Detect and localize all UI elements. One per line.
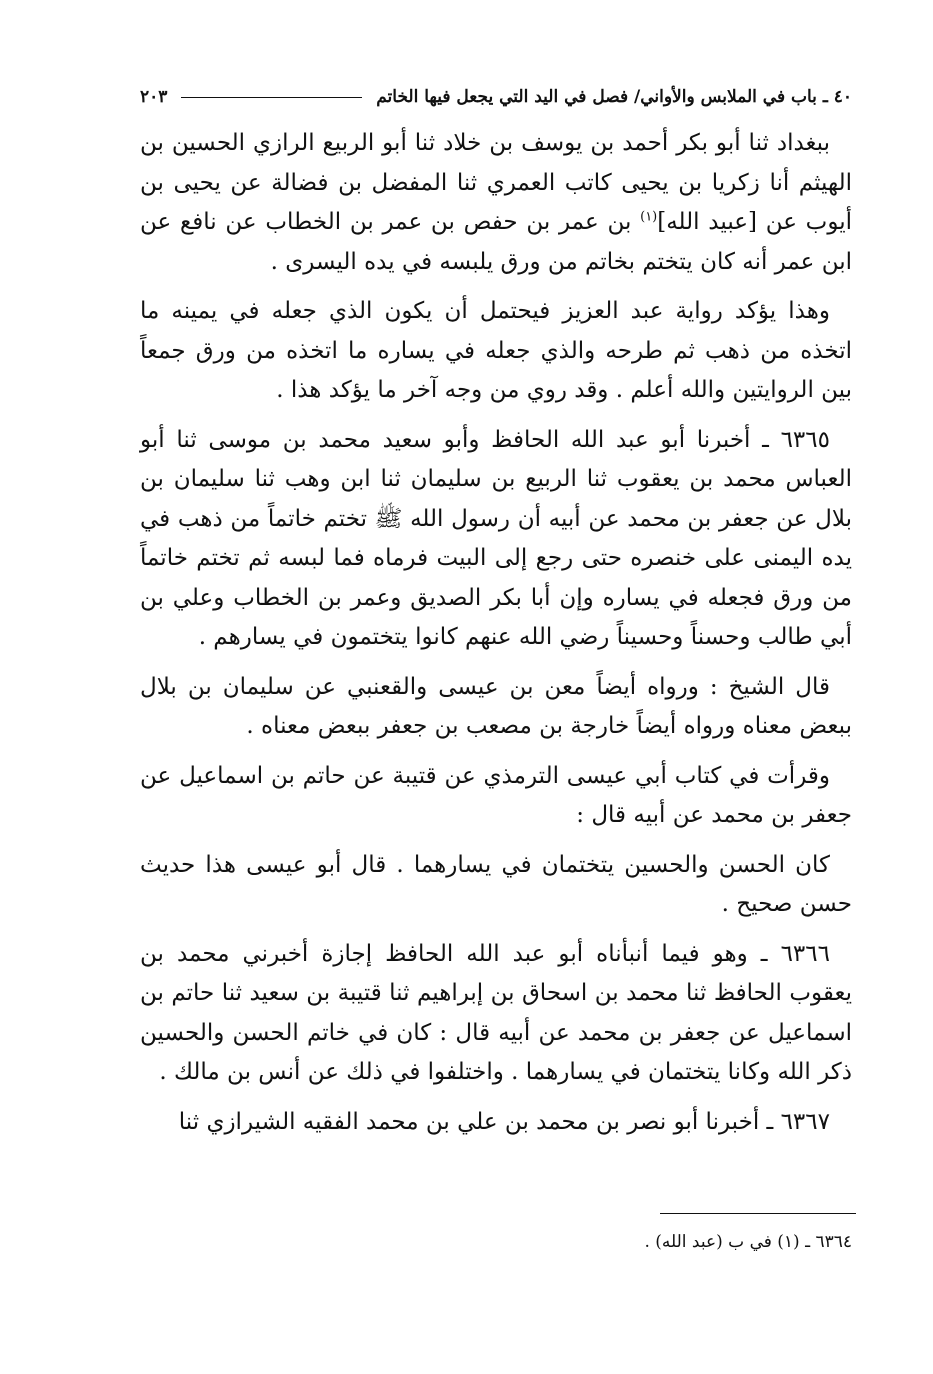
hadith-6367: ٦٣٦٧ ـ أخبرنا أبو نصر بن محمد بن علي بن محمد الفقيه الشيرازي ثنا bbox=[178, 1108, 830, 1135]
footnote-reference[interactable]: (١) bbox=[640, 209, 658, 225]
paragraph-sheikh: قال الشيخ : ورواه أيضاً معن بن عيسى والقعنبي عن سليمان بن بلال ببعض معناه ورواه أيضاً خارجة بن مصعب بن جعفر ببعض معناه . bbox=[140, 673, 852, 739]
paragraph-tirmidhi: وقرأت في كتاب أبي عيسى الترمذي عن قتيبة عن حاتم بن اسماعيل عن جعفر بن محمد عن أبيه قال : bbox=[140, 762, 852, 828]
paragraph-1-text-a: ببغداد ثنا أبو بكر أحمد بن يوسف بن خلاد ثنا أبو الربيع الرازي الحسين بن الهيثم أنا زكريا بن يحيى كاتب العمري ثنا المفضل بن فضالة عن يحيى بن أيوب عن [عبيد الله] bbox=[140, 130, 852, 235]
paragraph-1 bbox=[140, 124, 852, 282]
paragraph-1-text-b: بن عمر بن حفص بن عمر بن الخطاب عن نافع عن ابن عمر أنه كان يتختم بخاتم من ورق يلبسه في يده اليسرى . bbox=[140, 209, 852, 275]
hadith-6365: ٦٣٦٥ ـ أخبرنا أبو عبد الله الحافظ وأبو سعيد محمد بن موسى ثنا أبو العباس محمد بن يعقوب ثنا الربيع بن سليمان ثنا ابن وهب ثنا سليمان بن بلال عن جعفر بن محمد عن أبيه أن رسول الله ﷺ تختم خاتماً من ذهب في يده اليمنى على خنصره حتى رجع إلى البيت فرماه فما لبسه ثم تختم خاتماً من ورق فجعله في يساره وإن أبا بكر الصديق وعمر بن الخطاب وعلي بن أبي طالب وحسناً وحسيناً رضي الله عنهم كانوا يتختمون في يسارهم . bbox=[140, 426, 852, 650]
main-text bbox=[140, 124, 852, 1142]
page-number: ٢٠٣ bbox=[140, 87, 168, 107]
chapter-title: ٤٠ ـ باب في الملابس والأواني/ فصل في اليد التي يجعل فيها الخاتم bbox=[376, 87, 852, 107]
footnote-separator bbox=[660, 1213, 856, 1214]
paragraph-hasan-husain: كان الحسن والحسين يتختمان في يسارهما . قال أبو عيسى هذا حديث حسن صحيح . bbox=[140, 851, 852, 917]
running-header bbox=[140, 80, 852, 114]
hadith-6366: ٦٣٦٦ ـ وهو فيما أنبأناه أبو عبد الله الحافظ إجازة أخبرني محمد بن يعقوب الحافظ ثنا محمد بن اسحاق بن إبراهيم ثنا قتيبة بن سعيد ثنا حاتم بن اسماعيل عن جعفر بن محمد عن أبيه قال : كان في خاتم الحسن والحسين ذكر الله وكانا يتختمان في يسارهما . واختلفوا في ذلك عن أنس بن مالك . bbox=[140, 940, 852, 1085]
book-page bbox=[140, 80, 852, 1152]
header-rule bbox=[181, 97, 362, 98]
paragraph-2: وهذا يؤكد رواية عبد العزيز فيحتمل أن يكون الذي جعله في يمينه ما اتخذه من ذهب ثم طرحه والذي جعله في يساره ما اتخذه من ورق جمعاً بين الروايتين والله أعلم . وقد روي من وجه آخر ما يؤكد هذا . bbox=[140, 298, 852, 403]
footnote: ٦٣٦٤ ـ (١) في ب (عبد الله) . bbox=[644, 1232, 852, 1252]
